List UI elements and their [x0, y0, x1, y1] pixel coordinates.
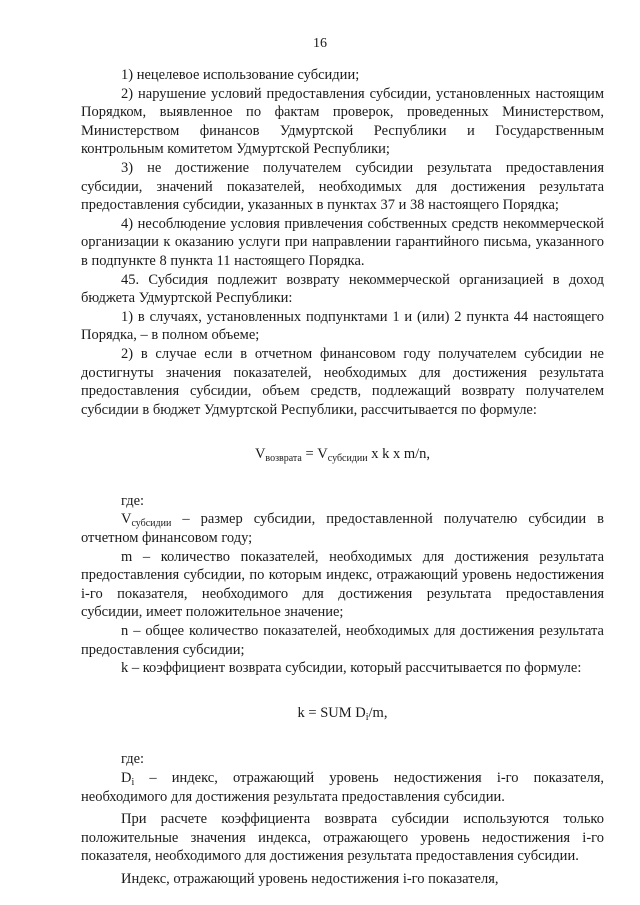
- definition-d-text: – индекс, отражающий уровень недостижения i-го показателя, необходимого для достижения результата предоставления субсидии.: [81, 770, 604, 805]
- paragraph-item-2: 2) нарушение условий предоставления субсидии, установленных настоящим Порядком, выявленное по фактам проверок, проведенных Министерством, Министерством финансов Удмуртской Республики и Государственным контрольным комитетом Удмуртской Республики;: [81, 85, 604, 158]
- definition-d-sub: i: [131, 777, 135, 788]
- where-label-1: где:: [121, 492, 145, 509]
- definition-d: [81, 769, 604, 806]
- formula-rhs: x k x m/n,: [367, 446, 431, 463]
- definition-d-symbol: D: [121, 770, 132, 786]
- document-body: [81, 66, 604, 889]
- formula-lhs: V: [254, 446, 266, 463]
- paragraph-clause-45: 45. Субсидия подлежит возврату некоммерческой организацией в доход бюджета Удмуртской Республики:: [81, 271, 604, 307]
- paragraph-item-1: 1) нецелевое использование субсидии;: [121, 67, 360, 83]
- definition-v: [81, 510, 604, 547]
- formula-refund: [81, 445, 604, 464]
- paragraph-45-item-1: 1) в случаях, установленных подпунктами 1 и (или) 2 пункта 44 настоящего Порядка, – в полном объеме;: [81, 308, 604, 344]
- definition-k: k – коэффициент возврата субсидии, который рассчитывается по формуле:: [121, 660, 582, 677]
- formula2-tail: /m,: [368, 704, 388, 721]
- definition-v-symbol: V: [121, 511, 132, 528]
- definition-v-sub: субсидии: [131, 518, 172, 530]
- formula2-sub: i: [365, 711, 369, 723]
- definition-m: m – количество показателей, необходимых для достижения результата предоставления субсидии, по которым индекс, отражающий уровень недостижения i-го показателя, необходимого для достижения результата предоставления субсидии, имеет положительное значение;: [81, 548, 604, 621]
- paragraph-positive-values: При расчете коэффициента возврата субсидии используются только положительные значения индекса, отражающего уровень недостижения i-го показателя, необходимого для достижения результата предоставления субсидии.: [81, 811, 604, 865]
- paragraph-item-4: 4) несоблюдение условия привлечения собственных средств некоммерческой организации к оказанию услуги при направлении гарантийного письма, указанного в подпункте 8 пункта 11 настоящего Порядка.: [81, 215, 604, 269]
- definition-n: n – общее количество показателей, необходимых для достижения результата предоставления субсидии;: [81, 623, 604, 658]
- paragraph-45-item-2: 2) в случае если в отчетном финансовом году получателем субсидии не достигнуты значения показателей, необходимых для достижения результата предоставления субсидии, объем средств, подлежащий возврату получателем субсидии в бюджет Удмуртской Республики, рассчитывается по формуле:: [81, 345, 604, 418]
- formula-eq: = V: [301, 446, 328, 463]
- definition-v-text: – размер субсидии, предоставленной получателю субсидии в отчетном финансовом году;: [81, 511, 604, 547]
- formula-coefficient: [81, 704, 604, 723]
- formula-rhs-sub: субсидии: [327, 453, 368, 465]
- page-number: 16: [313, 36, 327, 51]
- formula2-text: k = SUM D: [297, 704, 366, 721]
- formula-lhs-sub: возврата: [265, 453, 302, 465]
- where-label-2: где:: [121, 751, 145, 768]
- paragraph-item-3: 3) не достижение получателем субсидии результата предоставления субсидии, значений показателей, необходимых для достижения результата предоставления субсидии, указанных в пунктах 37 и 38 настоящего Порядка;: [81, 159, 604, 214]
- paragraph-index-start: Индекс, отражающий уровень недостижения i-го показателя,: [121, 870, 499, 887]
